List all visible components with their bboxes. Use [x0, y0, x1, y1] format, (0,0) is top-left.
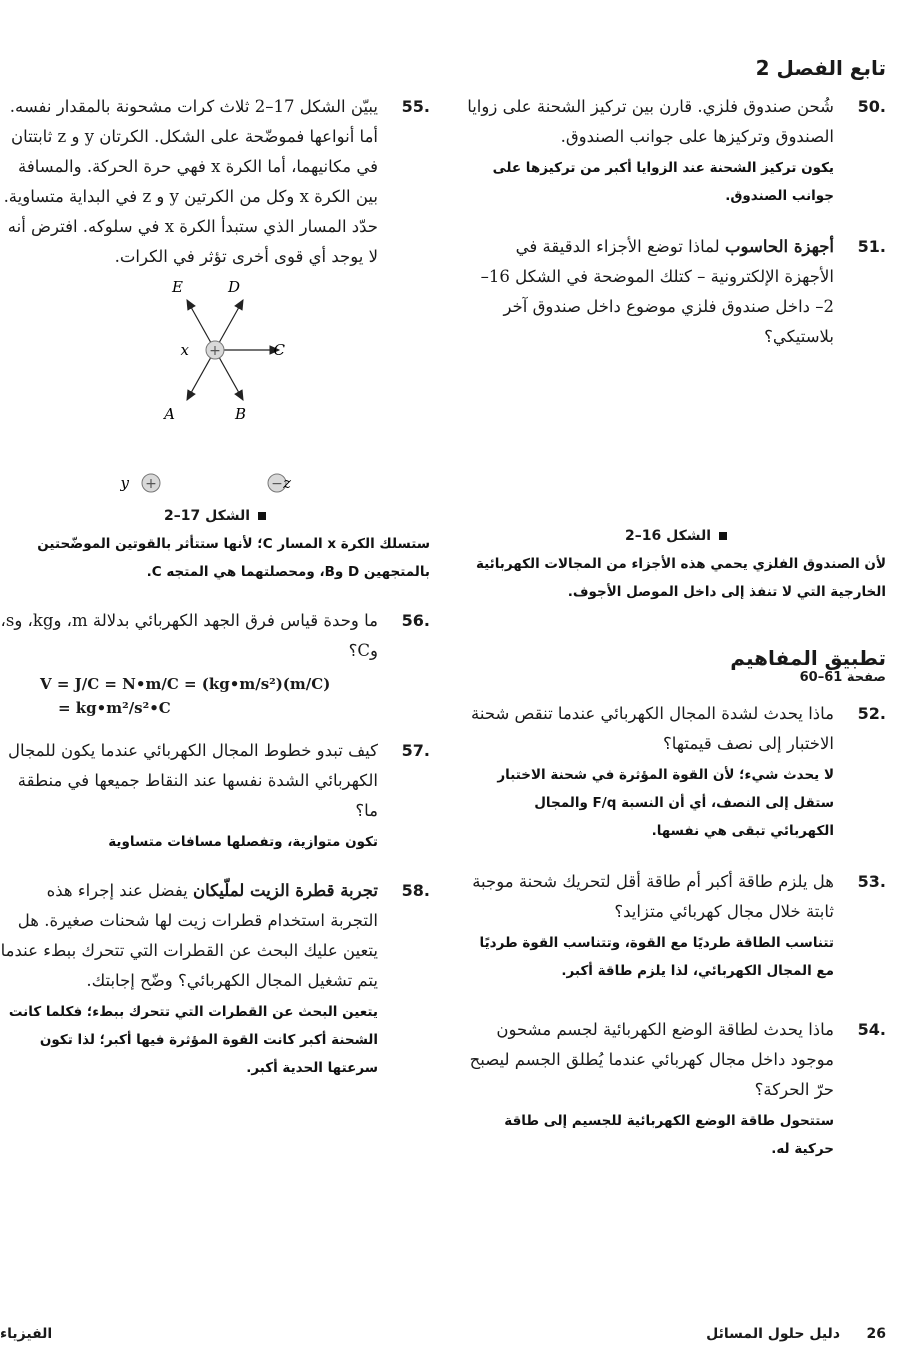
question-text: شُحن صندوق فلزي. قارن بين تركيز الشحنة على زوايا الصندوق وتركيزها على جوانب الصندوق.: [467, 97, 834, 146]
answer-text: ستتحول طاقة الوضع الكهربائية للجسيم إلى طاقة حركية له.: [504, 1113, 834, 1157]
answer-text: يكون تركيز الشحنة عند الزوايا أكبر من تركيزها على جوانب الصندوق.: [492, 160, 834, 204]
question-text: يبيّن الشكل 17–2 ثلاث كرات مشحونة بالمقدار نفسه. أما أنواعها فموضّحة على الشكل. الكرتان y و z ثابتتان في مكانيهما، أما الكرة x فهي حرة الحركة. والمسافة بين الكرة x وكل من الكرتين y و z في البداية متساوية. حدّد المسار الذي ستبدأ الكرة x في سلوكه. افترض أنه لا يوجد أي قوى أخرى تؤثر في الكرات.: [3, 97, 378, 266]
question-lead: تجربة قطرة الزيت لملّيكان: [193, 881, 378, 900]
question-text: [0, 876, 378, 996]
question-body: يفضل عند إجراء هذه التجربة استخدام قطرات زيت لها شحنات صغيرة. هل يتعين عليك البحث عن القطرات التي تتحرك ببطء عندما يتم تشغيل المجال الكهربائي؟ وضّح إجابتك.: [0, 881, 378, 990]
figure-16-answer: لأن الصندوق الفلزي يحمي هذه الأجزاء من المجالات الكهربائية الخارجية التي لا تنفذ إلى داخل الموصل الأجوف.: [475, 556, 886, 600]
question-56: [0, 606, 430, 666]
figure-17-caption: [0, 508, 430, 524]
question-number: 53.: [857, 872, 886, 891]
right-column: [466, 92, 886, 1169]
svg-text:+: +: [145, 476, 157, 492]
square-bullet-icon: [719, 532, 727, 540]
question-50: [466, 92, 886, 210]
figure-17-diagram: [65, 278, 365, 508]
unit-formula: [40, 672, 430, 720]
caption-text: الشكل 17–2: [163, 508, 251, 524]
question-57: [0, 736, 430, 856]
caption-text: الشكل 16–2: [624, 528, 712, 544]
formula-line-2: = kg•m²/s²•C: [58, 699, 171, 717]
label-x: x: [180, 341, 189, 359]
question-51: [466, 232, 886, 352]
page-reference: صفحة 61–60: [799, 670, 886, 685]
svg-text:−: −: [271, 476, 283, 492]
formula-line-1: V = J/C = N•m/C = (kg•m/s²)(m/C): [40, 675, 331, 693]
left-column: [0, 92, 430, 1088]
answer-text: لا يحدث شيء؛ لأن القوة المؤثرة في شحنة الاختبار ستقل إلى النصف، أي أن النسبة F/q والمجال الكهربائي تبقى هي نفسها.: [497, 767, 834, 839]
label-c: C: [273, 341, 285, 359]
question-58: [0, 876, 430, 1082]
question-lead: أجهزة الحاسوب: [724, 237, 834, 256]
question-number: 51.: [857, 237, 886, 256]
page-number: 26: [866, 1326, 886, 1342]
question-52: [466, 699, 886, 845]
svg-text:+: +: [209, 343, 221, 359]
question-text: كيف تبدو خطوط المجال الكهربائي عندما يكون للمجال الكهربائي الشدة نفسها عند النقاط جميعها في منطقة ما؟: [8, 741, 378, 820]
chapter-title: تابع الفصل 2: [755, 56, 886, 80]
question-number: 54.: [857, 1020, 886, 1039]
question-number: 52.: [857, 704, 886, 723]
question-text: [466, 232, 834, 352]
question-54: [466, 1015, 886, 1163]
label-e: E: [172, 278, 183, 296]
label-a: A: [164, 405, 175, 423]
square-bullet-icon: [258, 512, 266, 520]
answer-text: تكون متوازية، وتفصلها مسافات متساوية: [108, 834, 378, 850]
figure-16-placeholder: [466, 358, 886, 528]
answer-text: يتعين البحث عن القطرات التي تتحرك ببطء؛ فكلما كانت الشحنة أكبر كانت القوة المؤثرة فيها أكبر؛ لذا تكون سرعتها الحدية أكبر.: [8, 1004, 378, 1076]
label-b: B: [234, 405, 246, 423]
figure-16-caption: [466, 528, 886, 544]
question-55: [0, 92, 430, 272]
label-y: y: [120, 474, 129, 492]
answer-text: تتناسب الطاقة طرديًا مع القوة، وتتناسب القوة طرديًا مع المجال الكهربائي، لذا يلزم طاقة أكبر.: [479, 935, 834, 979]
question-53: [466, 867, 886, 985]
book-title: دليل حلول المسائل: [706, 1326, 840, 1342]
label-d: D: [227, 278, 240, 296]
question-text: ماذا يحدث لشدة المجال الكهربائي عندما تنقص شحنة الاختبار إلى نصف قيمتها؟: [471, 704, 834, 753]
question-body: لماذا توضع الأجزاء الدقيقة في الأجهزة الإلكترونية – كتلك الموضحة في الشكل 16–2– داخل صندوق فلزي موضوع داخل صندوق آخر بلاستيكي؟: [480, 237, 834, 346]
subject-label: الفيزياء: [0, 1326, 53, 1342]
question-number: 55.: [401, 97, 430, 116]
question-text: ما وحدة قياس فرق الجهد الكهربائي بدلالة m، وkg، وs، وC؟: [0, 611, 378, 660]
question-text: ماذا يحدث لطاقة الوضع الكهربائية لجسم مشحون موجود داخل مجال كهربائي عندما يُطلق الجسم ليصبح حرّ الحركة؟: [469, 1020, 834, 1099]
question-number: 58.: [401, 881, 430, 900]
question-number: 57.: [401, 741, 430, 760]
question-text: هل يلزم طاقة أكبر أم طاقة أقل لتحريك شحنة موجبة ثابتة خلال مجال كهربائي متزايد؟: [472, 872, 834, 921]
section-heading: تطبيق المفاهيم: [730, 646, 886, 670]
question-55-answer: ستسلك الكرة x المسار C؛ لأنها ستتأثر بالقوتين الموضّحتين بالمتجهين D وB، ومحصلتهما هي المتجه C.: [37, 536, 430, 580]
label-z: z: [283, 474, 291, 492]
question-number: 50.: [857, 97, 886, 116]
question-number: 56.: [401, 611, 430, 630]
